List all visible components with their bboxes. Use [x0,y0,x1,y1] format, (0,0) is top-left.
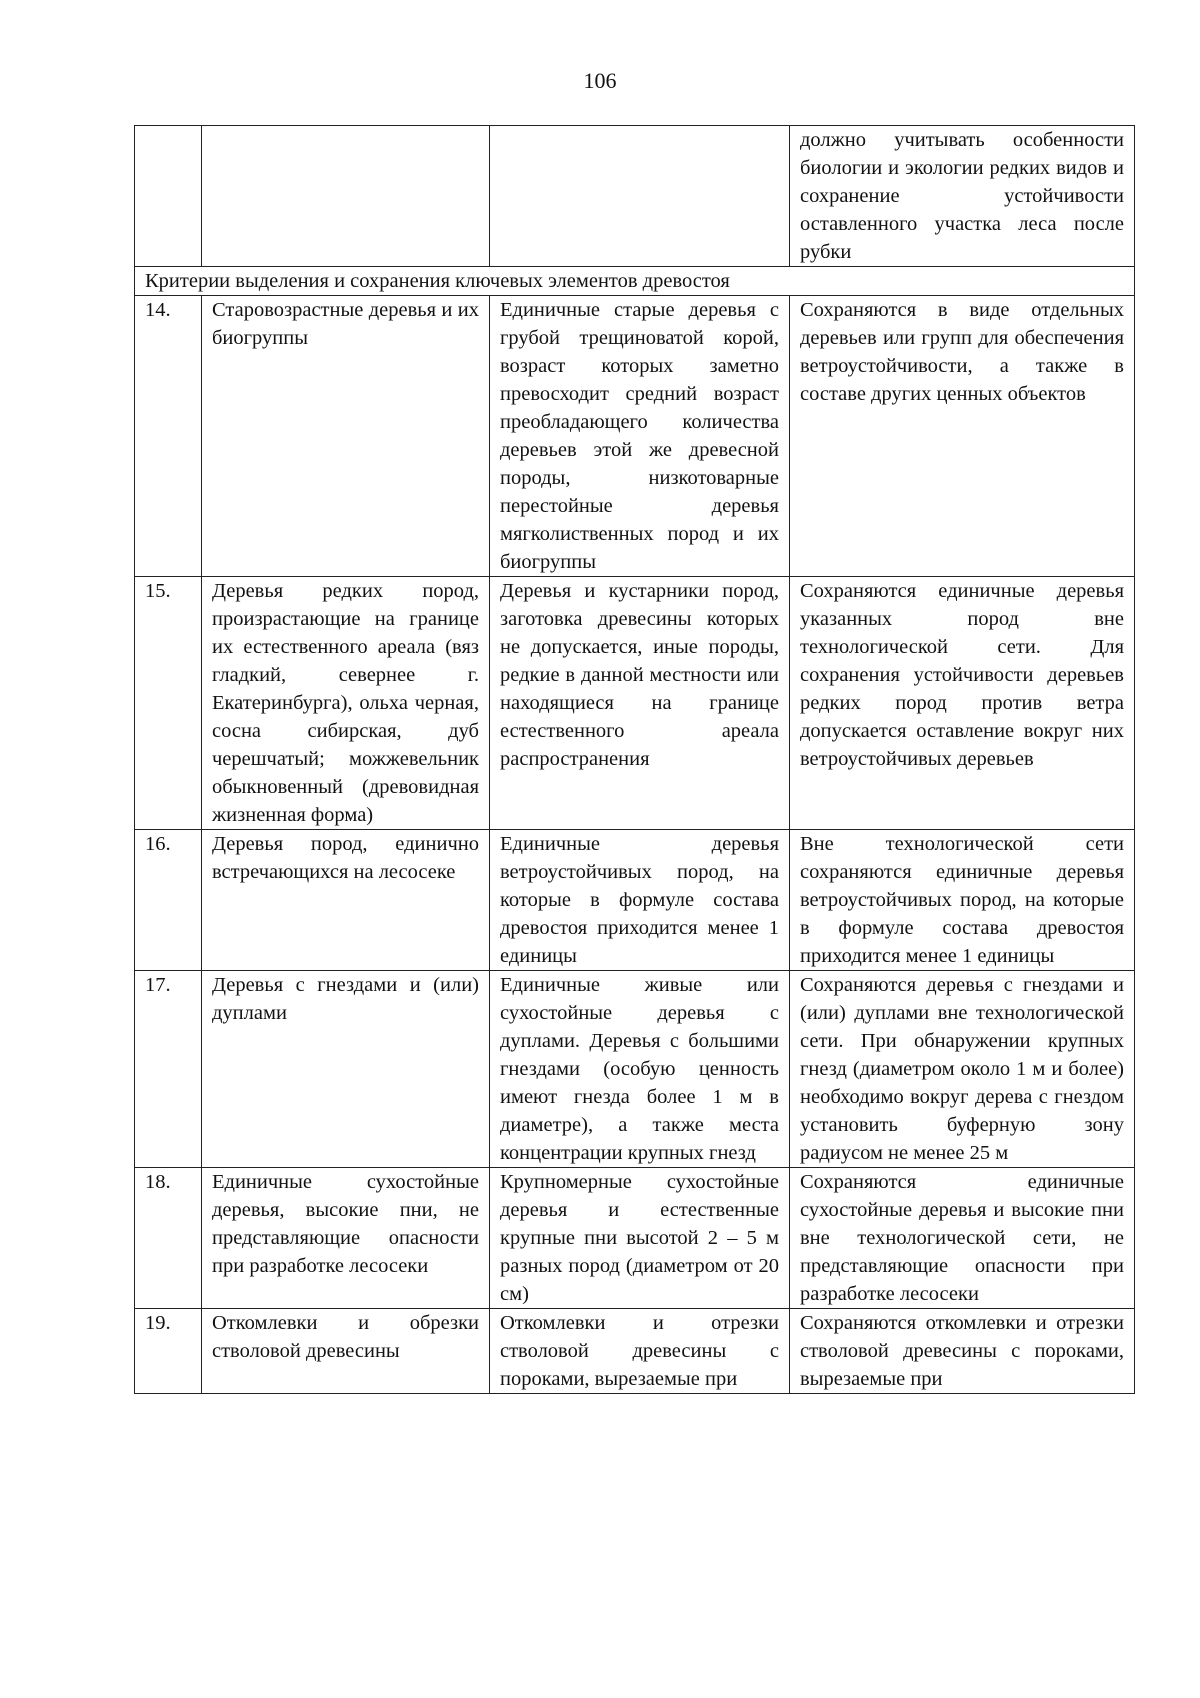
table-section-row [135,267,1135,296]
cell-name: Единичные сухостойные деревья, высокие пни, не представляющие опасности при разработке лесосеки [202,1168,490,1309]
cell-description: Откомлевки и отрезки стволовой древесины с пороками, вырезаемые при [490,1309,790,1394]
cell-measures: Вне технологической сети сохраняются единичные деревья ветроустойчивых пород, на которые в формуле состава древостоя приходится менее 1 единицы [790,830,1135,971]
cell-measures: Сохраняются откомлевки и отрезки стволовой древесины с пороками, вырезаемые при [790,1309,1135,1394]
cell-num [135,126,202,267]
cell-description: Единичные деревья ветроустойчивых пород, на которые в формуле состава древостоя приходится менее 1 единицы [490,830,790,971]
cell-num: 14. [135,296,202,577]
table-row-continuation [135,126,1135,267]
page-number: 106 [583,68,617,93]
cell-name: Откомлевки и обрезки стволовой древесины [202,1309,490,1394]
cell-name: Деревья редких пород, произрастающие на границе их естественного ареала (вяз гладкий, севернее г. Екатеринбурга), ольха черная, сосна сибирская, дуб черешчатый; можжевельник обыкновенный (древовидная жизненная форма) [202,577,490,830]
section-title: Критерии выделения и сохранения ключевых элементов древостоя [135,267,1135,296]
cell-description: Единичные старые деревья с грубой трещиноватой корой, возраст которых заметно превосходит средний возраст преобладающего количества деревьев этой же древесной породы, низкотоварные перестойные деревья мягколиственных пород и их биогруппы [490,296,790,577]
cell-measures: Сохраняются в виде отдельных деревьев или групп для обеспечения ветроустойчивости, а также в составе других ценных объектов [790,296,1135,577]
cell-name: Деревья с гнездами и (или) дуплами [202,971,490,1168]
cell-measures: Сохраняются деревья с гнездами и (или) дуплами вне технологической сети. При обнаружении крупных гнезд (диаметром около 1 м и более) необходимо вокруг дерева с гнездом установить буферную зону радиусом не менее 25 м [790,971,1135,1168]
cell-num: 18. [135,1168,202,1309]
table-row [135,1168,1135,1309]
cell-description: Единичные живые или сухостойные деревья с дуплами. Деревья с большими гнездами (особую ценность имеют гнезда более 1 м в диаметре), а также места концентрации крупных гнезд [490,971,790,1168]
table-row [135,830,1135,971]
table-row [135,577,1135,830]
cell-measures: должно учитывать особенности биологии и экологии редких видов и сохранение устойчивости оставленного участка леса после рубки [790,126,1135,267]
table-row [135,296,1135,577]
cell-description [490,126,790,267]
cell-measures: Сохраняются единичные сухостойные деревья и высокие пни вне технологической сети, не представляющие опасности при разработке лесосеки [790,1168,1135,1309]
table-row [135,971,1135,1168]
cell-name [202,126,490,267]
cell-num: 16. [135,830,202,971]
cell-num: 15. [135,577,202,830]
cell-num: 17. [135,971,202,1168]
table-row [135,1309,1135,1394]
cell-num: 19. [135,1309,202,1394]
cell-description: Деревья и кустарники пород, заготовка древесины которых не допускается, иные породы, редкие в данной местности или находящиеся на границе естественного ареала распространения [490,577,790,830]
cell-measures: Сохраняются единичные деревья указанных пород вне технологической сети. Для сохранения устойчивости деревьев редких пород против ветра допускается оставление вокруг них ветроустойчивых деревьев [790,577,1135,830]
cell-name: Старовозрастные деревья и их биогруппы [202,296,490,577]
criteria-table [134,125,1135,1394]
cell-name: Деревья пород, единично встречающихся на лесосеке [202,830,490,971]
cell-description: Крупномерные сухостойные деревья и естественные крупные пни высотой 2 – 5 м разных пород (диаметром от 20 см) [490,1168,790,1309]
